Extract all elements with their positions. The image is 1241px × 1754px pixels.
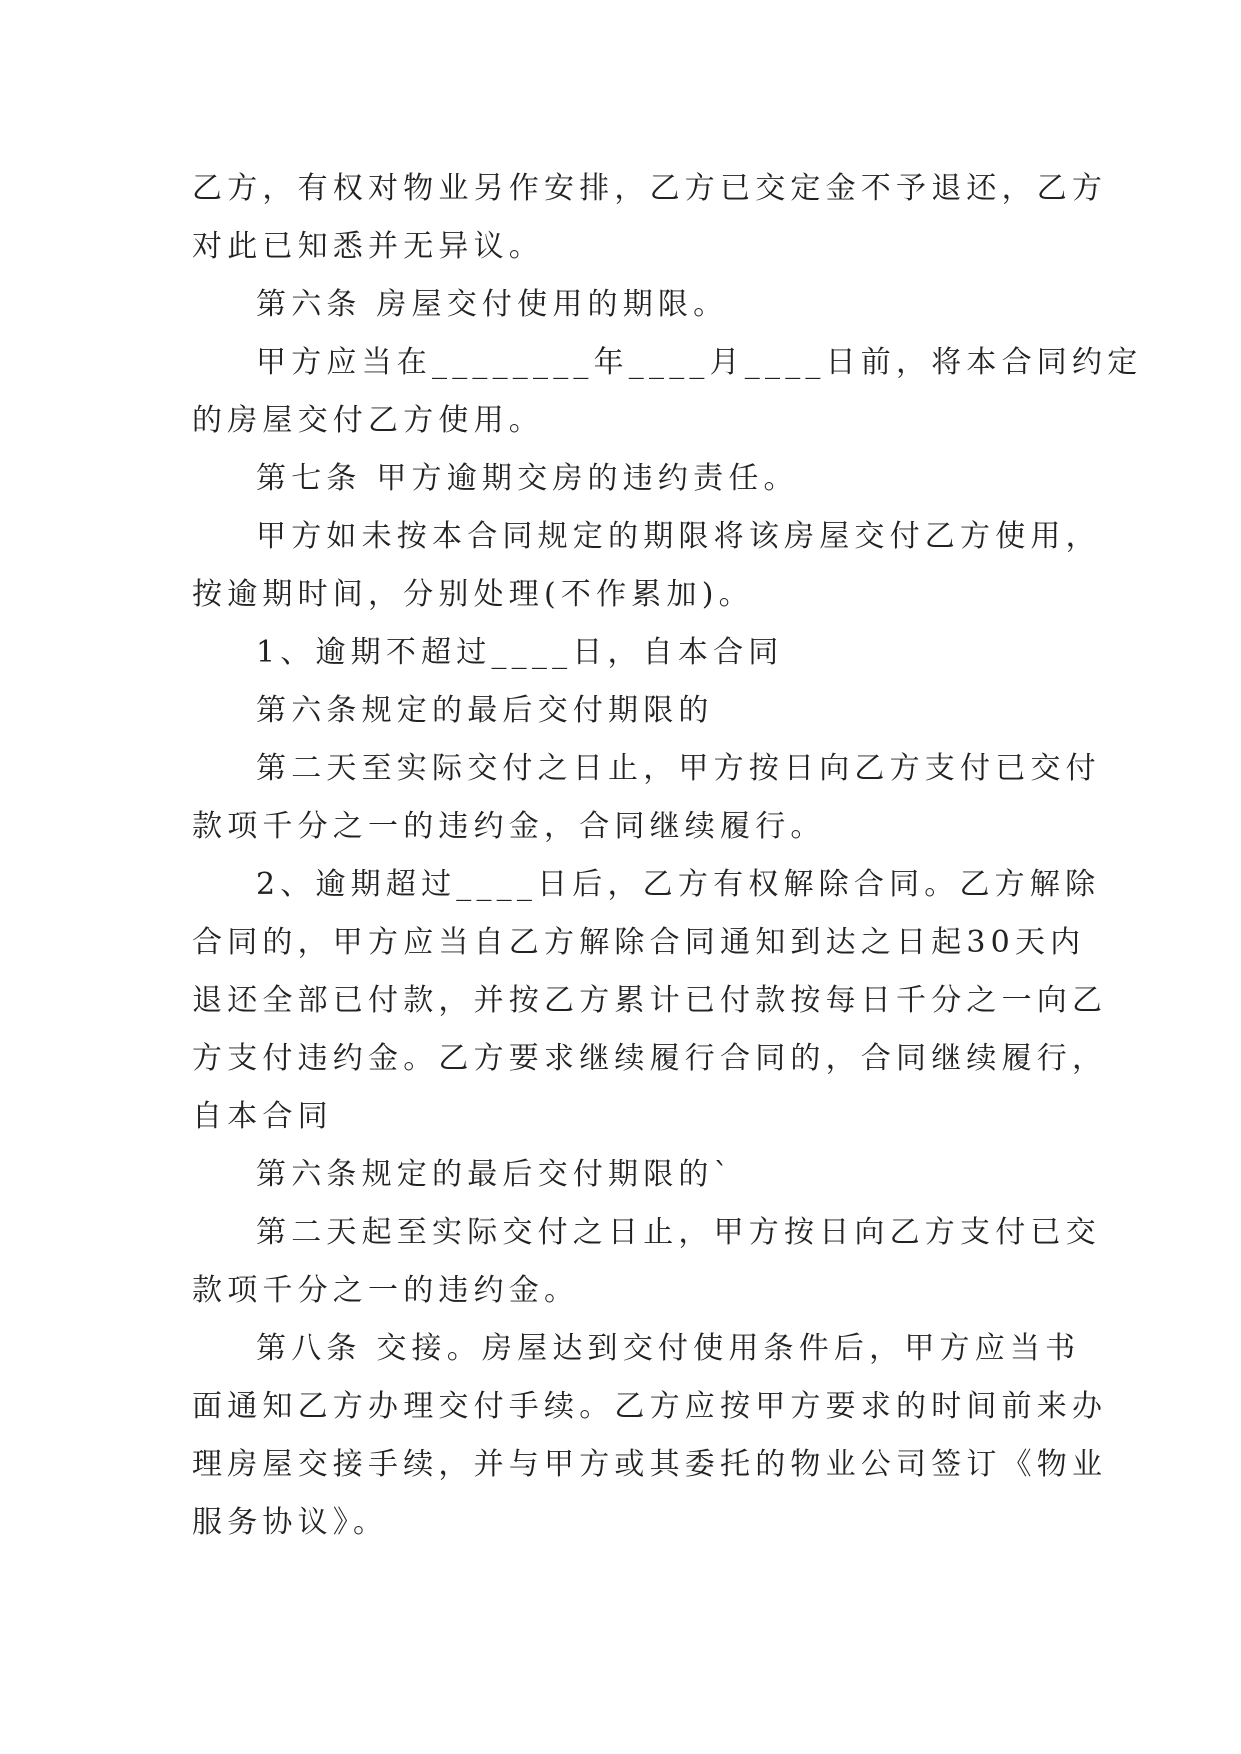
section-heading-6: 第六条 房屋交付使用的期限。 <box>256 287 729 322</box>
text-line: 款项千分之一的违约金。 <box>192 1273 580 1308</box>
section-heading-7: 第七条 甲方逾期交房的违约责任。 <box>256 461 799 496</box>
text-line: 第六条规定的最后交付期限的 <box>256 693 714 728</box>
text-line: 退还全部已付款，并按乙方累计已付款按每日千分之一向乙 <box>192 983 1108 1018</box>
section-heading-8: 第八条 交接。房屋达到交付使用条件后，甲方应当书 <box>256 1331 1081 1366</box>
text-line: 自本合同 <box>192 1099 333 1134</box>
text-line: 面通知乙方办理交付手续。乙方应按甲方要求的时间前来办 <box>192 1389 1108 1424</box>
list-item-2: 2、逾期超过____日后，乙方有权解除合同。乙方解除 <box>256 867 1101 902</box>
text-line: 乙方，有权对物业另作安排，乙方已交定金不予退还，乙方 <box>192 171 1108 206</box>
text-line: 甲方应当在________年____月____日前，将本合同约定 <box>256 345 1143 380</box>
text-line: 第六条规定的最后交付期限的` <box>256 1157 734 1192</box>
text-line: 按逾期时间，分别处理(不作累加)。 <box>192 577 754 612</box>
text-line: 甲方如未按本合同规定的期限将该房屋交付乙方使用， <box>256 519 1101 554</box>
list-item-1: 1、逾期不超过____日，自本合同 <box>256 635 784 670</box>
text-line: 理房屋交接手续，并与甲方或其委托的物业公司签订《物业 <box>192 1447 1108 1482</box>
text-line: 第二天起至实际交付之日止，甲方按日向乙方支付已交 <box>256 1215 1101 1250</box>
text-line: 的房屋交付乙方使用。 <box>192 403 544 438</box>
text-line: 服务协议》。 <box>192 1505 389 1540</box>
text-line: 款项千分之一的违约金，合同继续履行。 <box>192 809 826 844</box>
document-body <box>192 160 1143 1552</box>
text-line: 第二天至实际交付之日止，甲方按日向乙方支付已交付 <box>256 751 1101 786</box>
text-line: 方支付违约金。乙方要求继续履行合同的，合同继续履行， <box>192 1041 1108 1076</box>
text-line: 对此已知悉并无异议。 <box>192 229 544 264</box>
text-line: 合同的，甲方应当自乙方解除合同通知到达之日起30天内 <box>192 925 1086 960</box>
